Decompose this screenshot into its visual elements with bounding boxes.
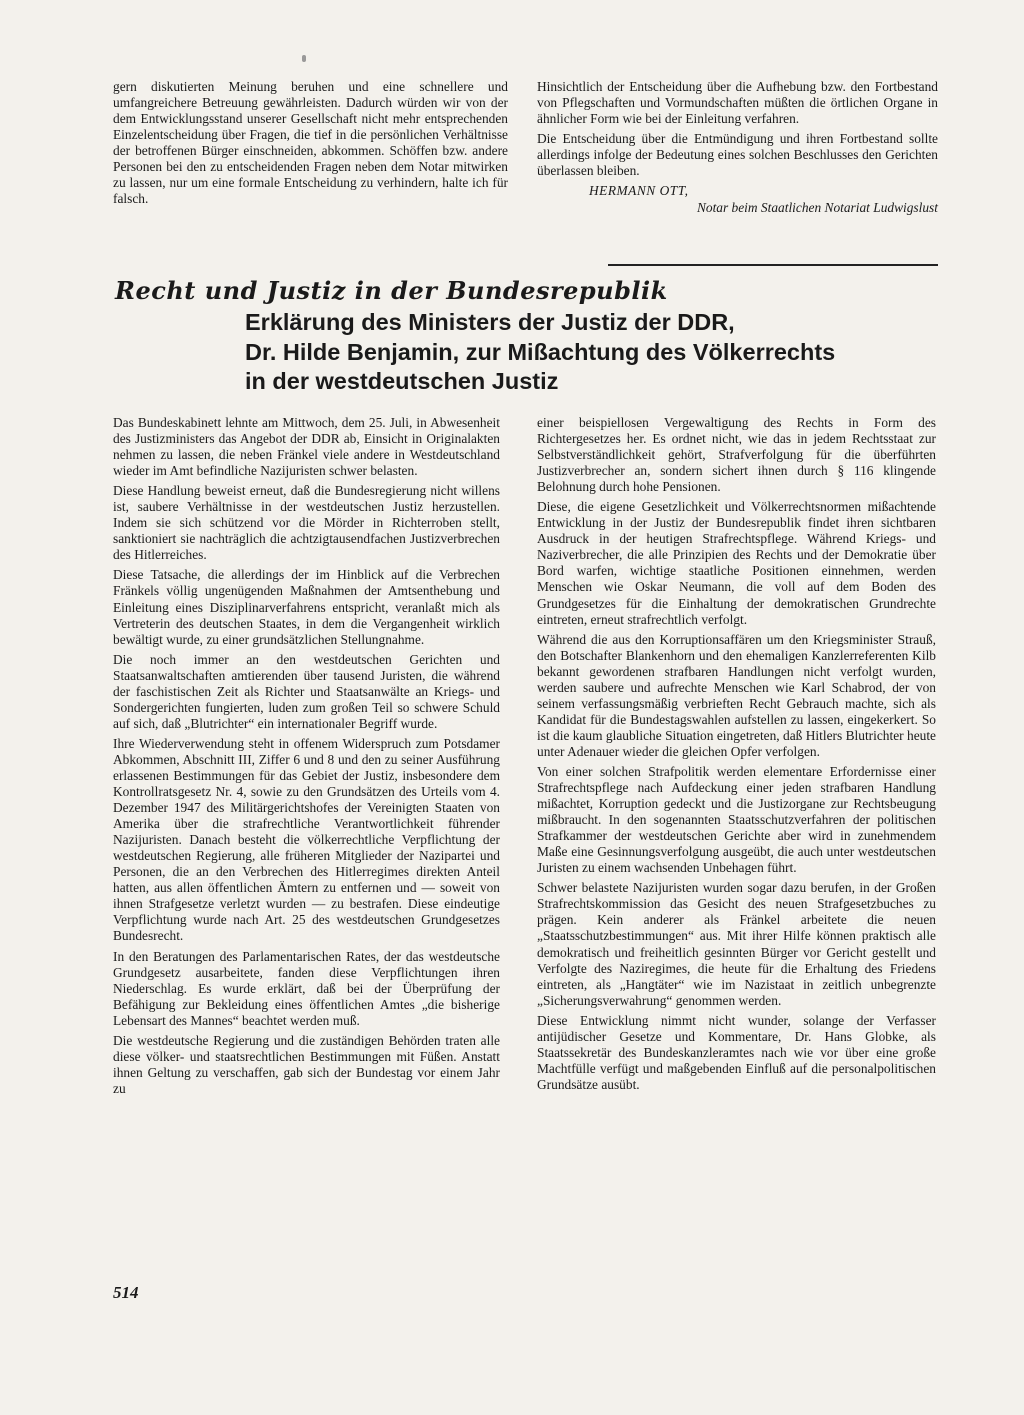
paragraph: gern diskutierten Meinung beruhen und eine schnellere und umfangreichere Betreuung gewährleisten. Dadurch würden wir von der dem Entwicklungsstand unserer Gesellschaft nicht mehr entsprechenden Einzelentscheidung über Fragen, die tief in die persönlichen Verhältnisse der betroffenen Bürger einschneiden, abkommen. Schöffen bzw. andere Personen bei den zu entscheidenden Fragen neben dem Notar mitwirken zu lassen, nur um eine formale Entscheidung zu verhindern, halte ich für falsch. [113, 79, 508, 207]
paragraph: Diese Handlung beweist erneut, daß die Bundesregierung nicht willens ist, saubere Verhältnisse in der westdeutschen Justiz herzustellen. Indem sie sich schützend vor die Mörder in Richterroben stellt, sanktioniert sie nachträglich die achtzigtausendfachen Justizverbrechen des Hitlerreiches. [113, 483, 500, 563]
paragraph: Während die aus den Korruptionsaffären um den Kriegsminister Strauß, den Botschafter Blankenhorn und den ehemaligen Kanzlerreferenten Kilb bekannt gewordenen strafbaren Handlungen nicht verfolgt wurden, werden saubere und aufrechte Menschen wie Karl Schabrod, der von seinem verfassungsmäßig verbrieften Recht Gebrauch machte, sich als Kandidat für die Bundestagswahlen aufstellen zu lassen, eingekerkert. So ist die kaum glaubliche Situation eingetreten, daß Hitlers Blutrichter heute unter Adenauer wieder die gleichen Opfer verfolgen. [537, 631, 936, 759]
signature-title: Notar beim Staatlichen Notariat Ludwigslust [696, 200, 938, 216]
paragraph: einer beispiellosen Vergewaltigung des Rechts in Form des Richtergesetzes her. Es ordnet nicht, wie das in jedem Rechtsstaat zur Selbstverständlichkeit gehört, Strafverfolgung für die überführten Justizverbrecher an, sondern sichert ihnen durch § 116 klingende Belohnung durch hohe Pensionen. [537, 415, 936, 495]
paragraph: In den Beratungen des Parlamentarischen Rates, der das westdeutsche Grundgesetz ausarbeitete, fanden diese Verpflichtungen ihren Niederschlag. Es wurde erklärt, daß bei der Überprüfung der Befähigung zur Bekleidung eines öffentlichen Amtes „die bisherige Lebensart des Mannes“ beachtet werden muß. [113, 948, 500, 1028]
paragraph: Diese Tatsache, die allerdings der im Hinblick auf die Verbrechen Fränkels völlig ungenügenden Maßnahmen der Amtsenthebung und Einleitung eines Disziplinarverfahrens entspricht, veranlaßt mich als Vertreterin des deutschen Staates, in dem die Vergangenheit wirklich bewältigt wurde, zu einer grundsätzlichen Stellungnahme. [113, 567, 500, 647]
paragraph: Die Entscheidung über die Entmündigung und ihren Fortbestand sollte allerdings infolge der Bedeutung eines solchen Beschlusses den Gerichten überlassen bleiben. [537, 131, 938, 179]
headline-line: in der westdeutschen Justiz [245, 368, 559, 394]
top-left-column [113, 79, 508, 211]
paragraph: Ihre Wiederverwendung steht in offenem Widerspruch zum Potsdamer Abkommen, Abschnitt III, Ziffer 6 und 8 und den zu seiner Ausführung erlassenen Bestimmungen für das Gebiet der Justiz, insbesondere dem Kontrollratsgesetz Nr. 4, sowie zu den Grundsätzen des Urteils vom 4. Dezember 1947 des Militärgerichtshofes der Vereinigten Staaten von Amerika über die strafrechtliche Verantwortlichkeit führender Nazijuristen. Danach besteht die völkerrechtliche Verpflichtung der westdeutschen Regierung, alle früheren Mitglieder der Nazipartei und Personen, die an den Verbrechen des Hitlerregimes direkten Anteil hatten, aus allen öffentlichen Ämtern zu entfernen und — soweit von ihnen Strafgesetze verletzt wurden — zu bestrafen. Diese eindeutige Verpflichtung wurde nach Art. 25 des westdeutschen Grundgesetzes Bundesrecht. [113, 735, 500, 944]
top-right-column [537, 79, 938, 216]
headline-line: Dr. Hilde Benjamin, zur Mißachtung des Völkerrechts [245, 338, 836, 365]
paragraph: Die noch immer an den westdeutschen Gerichten und Staatsanwaltschaften amtierenden über tausend Juristen, die während der faschistischen Zeit als Richter und Staatsanwälte an Kriegs- und Sondergerichten fungierten, luden zum großen Teil so schwere Schuld auf sich, daß „Blutrichter“ ein internationaler Begriff wurde. [113, 651, 500, 731]
article-headline [245, 308, 945, 397]
paragraph: Die westdeutsche Regierung und die zuständigen Behörden traten alle diese völker- und staatsrechtlichen Bestimmungen mit Füßen. Anstatt ihnen Geltung zu verschaffen, gab sich der Bundestag vor einem Jahr zu [113, 1032, 500, 1096]
article-left-column [113, 415, 500, 1101]
section-divider [608, 264, 938, 266]
ink-speck [302, 55, 306, 62]
paragraph: Das Bundeskabinett lehnte am Mittwoch, dem 25. Juli, in Abwesenheit des Justizministers das Angebot der DDR ab, Einsicht in Originalakten nehmen zu lassen, die neben Fränkel viele andere in Westdeutschland wieder im Amt befindliche Nazijuristen schwer belasten. [113, 415, 500, 479]
paragraph: Von einer solchen Strafpolitik werden elementare Erfordernisse einer Strafrechtspflege nach Aufdeckung einer jeden strafbaren Handlung mißachtet, Korruption gedeckt und die Justizorgane zur Rechtsbeugung mißbraucht. In den sogenannten Staatsschutzverfahren der politischen Strafkammer der westdeutschen Gerichte aber wird in zunehmendem Maße eine Gesinnungsverfolgung ausgeübt, die auch unter westdeutschen Juristen zu einem wachsenden Unbehagen führt. [537, 763, 936, 876]
page-number: 514 [113, 1283, 139, 1302]
paragraph: Hinsichtlich der Entscheidung über die Aufhebung bzw. den Fortbestand von Pflegschaften und Vormundschaften müßten die örtlichen Organe in ähnlicher Form wie bei der Einleitung verfahren. [537, 79, 938, 127]
headline-line: Erklärung des Ministers der Justiz der DDR, [245, 309, 735, 335]
signature-name: HERMANN OTT, [589, 183, 689, 199]
paragraph: Schwer belastete Nazijuristen wurden sogar dazu berufen, in der Großen Strafrechtskommission das Gesicht des neuen Strafgesetzbuches zu prägen. Kein anderer als Fränkel arbeitete die neuen „Staatsschutzbestimmungen“ aus. Mit ihrer Hilfe können praktisch alle demokratisch und freiheitlich gesinnten Bürger vor Gericht gestellt und Verfolgte des Naziregimes, die heute für die Erhaltung des Friedens eintreten, als „Hangtäter“ wie im Nazistaat in zeitlich unbegrenzte „Sicherungsverwahrung“ genommen werden. [537, 880, 936, 1008]
section-rubric: Recht und Justiz in der Bundesrepublik [115, 276, 668, 305]
paragraph: Diese Entwicklung nimmt nicht wunder, solange der Verfasser antijüdischer Gesetze und Kommentare, Dr. Hans Globke, als Staatssekretär des Bundeskanzleramtes nach wie vor über eine große Machtfülle verfügt und maßgebenden Einfluß auf die personalpolitischen Grundsätze ausübt. [537, 1012, 936, 1092]
paragraph: Diese, die eigene Gesetzlichkeit und Völkerrechtsnormen mißachtende Entwicklung in der Justiz der Bundesrepublik findet ihren sichtbaren Ausdruck in der heutigen Strafrechtspflege. Während Kriegs- und Naziverbrecher, die alle Prinzipien des Rechts und der Demokratie über Bord warfen, wichtige staatliche Positionen einnehmen, werden Menschen wie Oskar Neumann, die voll auf dem Boden des Grundgesetzes für die Einhaltung der demokratischen Grundrechte eintreten, erneut strafrechtlich verfolgt. [537, 499, 936, 627]
article-right-column [537, 415, 936, 1097]
